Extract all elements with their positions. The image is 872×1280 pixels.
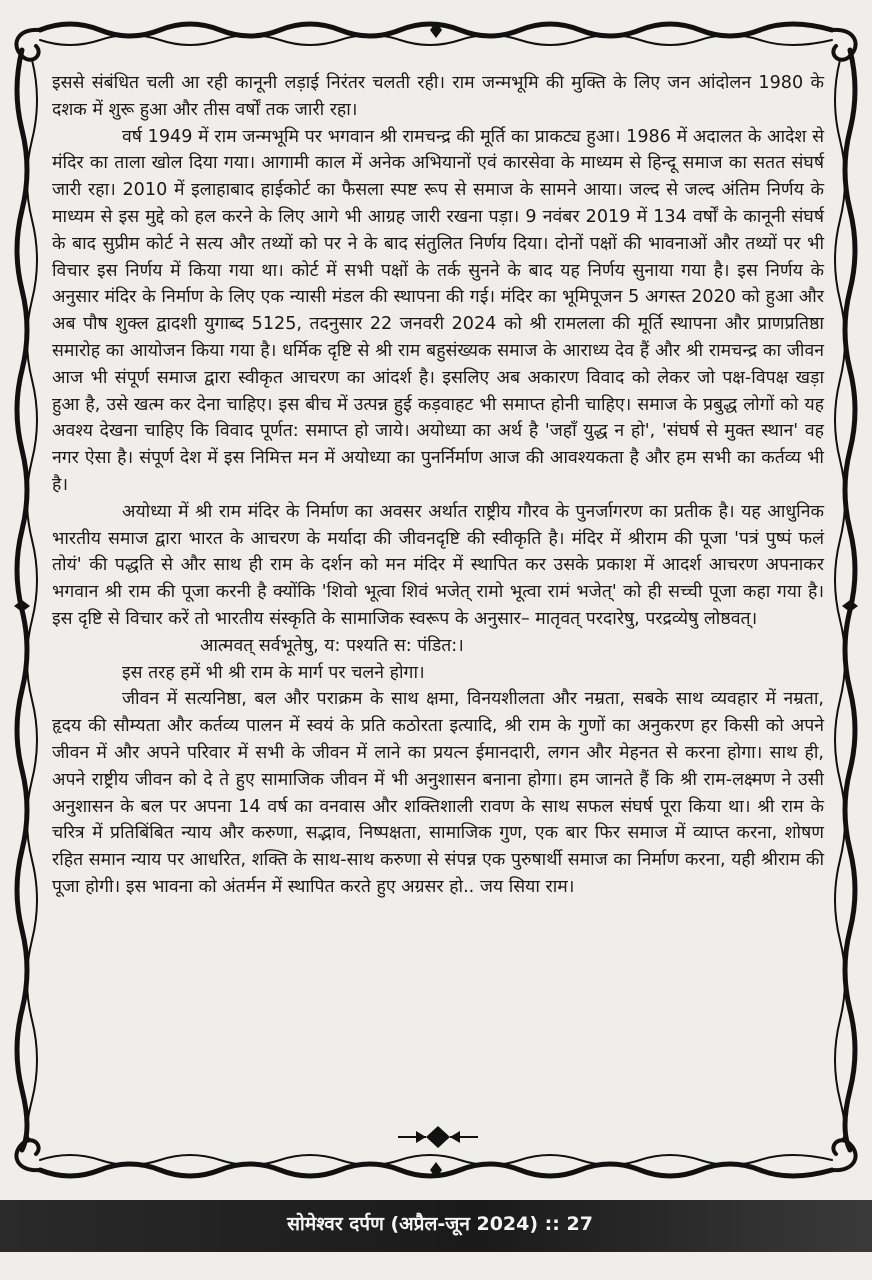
paragraph-3: अयोध्या में श्री राम मंदिर के निर्माण का अवसर अर्थात राष्ट्रीय गौरव के पुनर्जागरण का प्रतीक है। यह आधुनिक भारतीय समाज द्वारा भारत के आचरण के मर्यादा की जीवनदृष्टि की स्वीकृति है। मंदिर में श्रीराम की पूजा 'पत्रं पुष्पं फलं तोयं' की पद्धति से और साथ ही राम के दर्शन को मन मंदिर में स्थापित कर उसके प्रकाश में आदर्श आचरण अपनाकर भगवान श्री राम की पूजा करनी है क्योंकि 'शिवो भूत्वा शिवं भजेत् रामो भूत्वा रामं भजेत्' को ही सच्ची पूजा कहा गया है। इस दृष्टि से विचार करें तो भारतीय संस्कृति के सामाजिक स्वरूप के अनुसार– मातृवत् परदारेषु, परद्रव्येषु लोष्ठवत्। xyxy=(52,501,824,629)
article-body xyxy=(52,70,824,901)
paragraph-1: इससे संबंधित चली आ रही कानूनी लड़ाई निरंतर चलती रही। राम जन्मभूमि की मुक्ति के लिए जन आंदोलन 1980 के दशक में शुरू हुआ और तीस वर्षों तक जारी रहा। xyxy=(52,73,825,120)
paragraph-4: इस तरह हमें भी श्री राम के मार्ग पर चलने होगा। xyxy=(122,662,425,683)
end-ornament-icon xyxy=(396,1124,480,1150)
sanskrit-verse: आत्मवत् सर्वभूतेषु, य: पश्यति स: पंडित:। xyxy=(200,635,464,656)
paragraph-5: जीवन में सत्यनिष्ठा, बल और पराक्रम के साथ क्षमा, विनयशीलता और नम्रता, सबके साथ व्यवहार में नम्रता, हृदय की सौम्यता और कर्तव्य पालन में स्वयं के प्रति कठोरता इत्यादि, श्री राम के गुणों का अनुकरण हर किसी को अपने जीवन में और अपने परिवार में सभी के जीवन में लाने का प्रयत्न ईमानदारी, लगन और मेहनत से करना होगा। साथ ही, अपने राष्ट्रीय जीवन को दे ते हुए सामाजिक जीवन में भी अनुशासन बनाना होगा। हम जानते हैं कि श्री राम-लक्ष्मण ने उसी अनुशासन के बल पर अपना 14 वर्ष का वनवास और शक्तिशाली रावण के साथ सफल संघर्ष पूरा किया था। श्री राम के चरित्र में प्रतिबिंबित न्याय और करुणा, सद्भाव, निष्पक्षता, सामाजिक गुण, एक बार फिर समाज में व्याप्त करना, शोषण रहित समान न्याय पर आधरित, शक्ति के साथ-साथ करुणा से संपन्न एक पुरुषार्थी समाज का निर्माण करना, यही श्रीराम की पूजा होगी। इस भावना को अंतर्मन में स्थापित करते हुए अग्रसर हो.. जय सिया राम। xyxy=(52,689,824,897)
paragraph-2: वर्ष 1949 में राम जन्मभूमि पर भगवान श्री रामचन्द्र की मूर्ति का प्राकट्य हुआ। 1986 में अदालत के आदेश से मंदिर का ताला खोल दिया गया। आगामी काल में अनेक अभियानों एवं कारसेवा के माध्यम से हिन्दू समाज का सतत संघर्ष जारी रहा। 2010 में इलाहाबाद हाईकोर्ट का फैसला स्पष्ट रूप से समाज के सामने आया। जल्द से जल्द अंतिम निर्णय के माध्यम से इस मुद्दे को हल करने के लिए आगे भी आग्रह जारी रखना पड़ा। 9 नवंबर 2019 में 134 वर्षों के कानूनी संघर्ष के बाद सुप्रीम कोर्ट ने सत्य और तथ्यों को पर ने के बाद संतुलित निर्णय दिया। दोनों पक्षों की भावनाओं और तथ्यों पर भी विचार इस निर्णय में किया गया था। कोर्ट में सभी पक्षों के तर्क सुनने के बाद यह निर्णय सुनाया गया है। इस निर्णय के अनुसार मंदिर के निर्माण के लिए एक न्यासी मंडल की स्थापना की गई। मंदिर का भूमिपूजन 5 अगस्त 2020 को हुआ और अब पौष शुक्ल द्वादशी युगाब्द 5125, तदनुसार 22 जनवरी 2024 को श्री रामलला की मूर्ति स्थापना और प्राणप्रतिष्ठा समारोह का आयोजन किया गया है। धर्मिक दृष्टि से श्री राम बहुसंख्यक समाज के आराध्य देव हैं और श्री रामचन्द्र का जीवन आज भी संपूर्ण समाज द्वारा स्वीकृत आचरण का आंदर्श है। इसलिए अब अकारण विवाद को लेकर जो पक्ष-विपक्ष खड़ा हुआ है, उसे खत्म कर देना चाहिए। इस बीच में उत्पन्न हुई कड़वाहट भी समाप्त होनी चाहिए। समाज के प्रबुद्ध लोगों को यह अवश्य देखना चाहिए कि विवाद पूर्णत: समाप्त हो जाये। अयोध्या का अर्थ है 'जहाँ युद्ध न हो', 'संघर्ष से मुक्त स्थान' वह नगर ऐसा है। संपूर्ण देश में इस निमित्त मन में अयोध्या का पुनर्निर्माण आज की आवश्यकता है और हम सभी का कर्तव्य भी है। xyxy=(52,126,825,495)
footer-title: सोमेश्वर दर्पण (अप्रैल-जून 2024) :: 27 xyxy=(287,1213,593,1235)
